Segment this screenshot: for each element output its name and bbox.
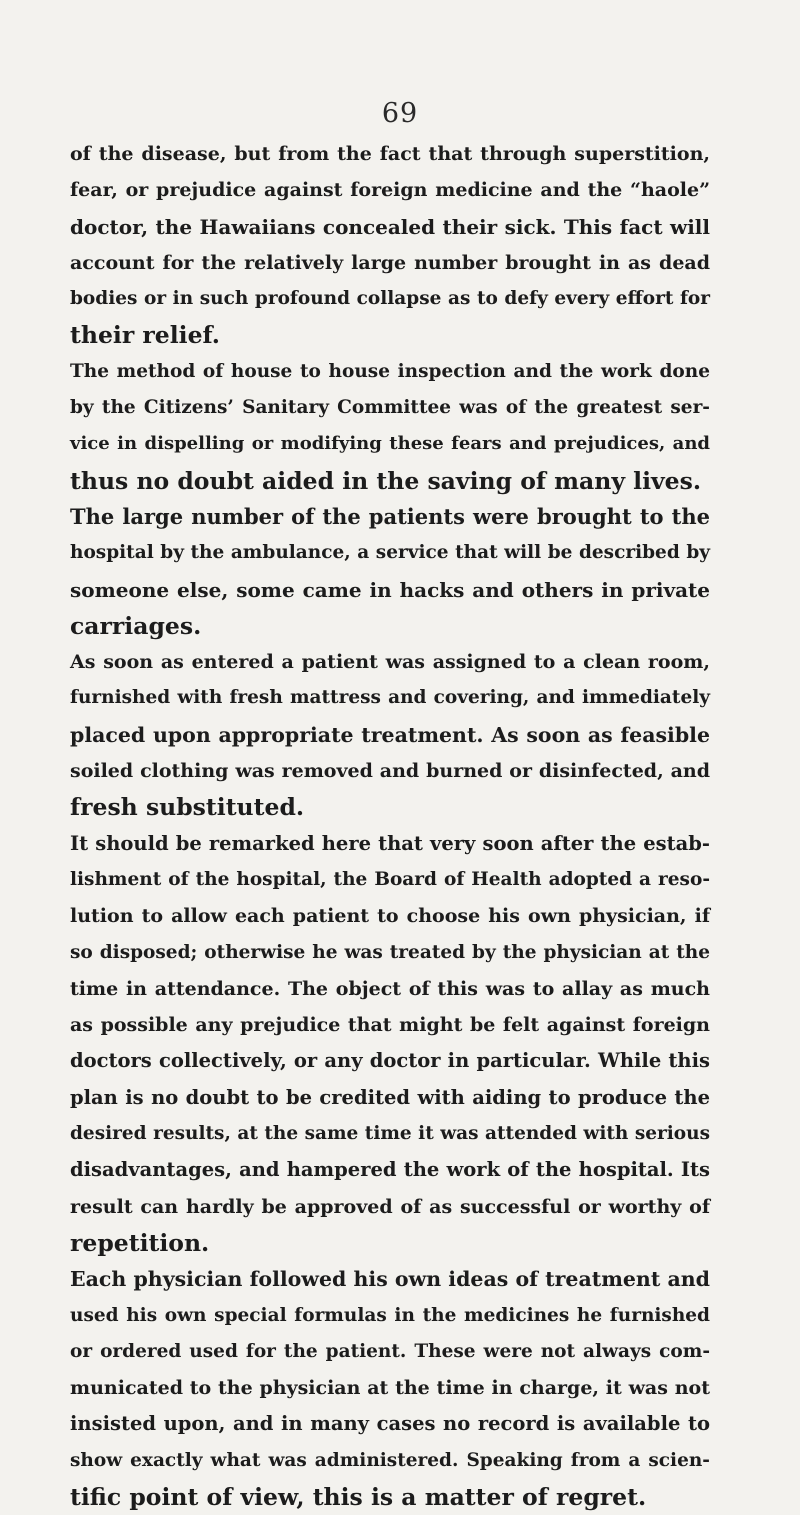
body-text: [70, 136, 710, 1515]
text-line: bodies or in such profound collapse as to defy every effort for: [70, 288, 710, 310]
text-line: The method of house to house inspection and the work done: [70, 360, 710, 382]
text-line: vice in dispelling or modifying these fears and prejudices, and: [70, 433, 710, 455]
text-line: so disposed; otherwise he was treated by the physician at the: [70, 941, 710, 963]
text-line: lution to allow each patient to choose his own physician, if: [70, 905, 710, 928]
text-line: placed upon appropriate treatment. As soon as feasible: [70, 722, 710, 747]
text-line: or ordered used for the patient. These were not always com-: [70, 1340, 710, 1362]
text-line: desired results, at the same time it was attended with serious: [70, 1123, 710, 1145]
text-line: fear, or prejudice against foreign medicine and the “haole”: [70, 179, 710, 202]
text-line: by the Citizens’ Sanitary Committee was of the greatest ser-: [70, 397, 710, 419]
text-line: As soon as entered a patient was assigned to a clean room,: [70, 651, 710, 674]
text-line: carriages.: [70, 611, 202, 640]
text-line: doctor, the Hawaiians concealed their sick. This fact will: [70, 214, 710, 239]
text-line: municated to the physician at the time in charge, it was not: [70, 1377, 710, 1400]
text-line: soiled clothing was removed and burned or disinfected, and: [70, 760, 710, 783]
page-number: 69: [381, 98, 419, 129]
text-line: fresh substituted.: [70, 793, 305, 822]
text-line: doctors collectively, or any doctor in particular. While this: [70, 1049, 710, 1073]
text-line: of the disease, but from the fact that through superstition,: [70, 143, 710, 165]
text-line: thus no doubt aided in the saving of many lives.: [70, 466, 702, 495]
text-line: The large number of the patients were brought to the: [70, 503, 710, 529]
text-line: hospital by the ambulance, a service that will be described by: [70, 542, 710, 564]
text-line: plan is no doubt to be credited with aiding to produce the: [70, 1085, 710, 1109]
text-line: used his own special formulas in the medicines he furnished: [70, 1304, 710, 1326]
text-line: lishment of the hospital, the Board of Health adopted a reso-: [70, 868, 710, 890]
text-line: as possible any prejudice that might be felt against foreign: [70, 1014, 710, 1037]
text-line: time in attendance. The object of this was to allay as much: [70, 977, 710, 1000]
text-line: insisted upon, and in many cases no record is available to: [70, 1412, 710, 1436]
text-line: It should be remarked here that very soon after the estab-: [70, 831, 710, 855]
text-line: Each physician followed his own ideas of treatment and: [70, 1267, 710, 1292]
text-line: repetition.: [70, 1228, 210, 1257]
text-line: furnished with fresh mattress and covering, and immediately: [70, 687, 710, 709]
text-line: account for the relatively large number brought in as dead: [70, 251, 710, 274]
text-line: result can hardly be approved of as successful or worthy of: [70, 1195, 710, 1218]
text-line: show exactly what was administered. Speaking from a scien-: [70, 1449, 710, 1471]
text-line: tific point of view, this is a matter of regret.: [70, 1482, 647, 1511]
text-line: someone else, some came in hacks and others in private: [70, 577, 710, 602]
text-line: their relief.: [70, 321, 220, 350]
text-line: disadvantages, and hampered the work of the hospital. Its: [70, 1158, 710, 1182]
